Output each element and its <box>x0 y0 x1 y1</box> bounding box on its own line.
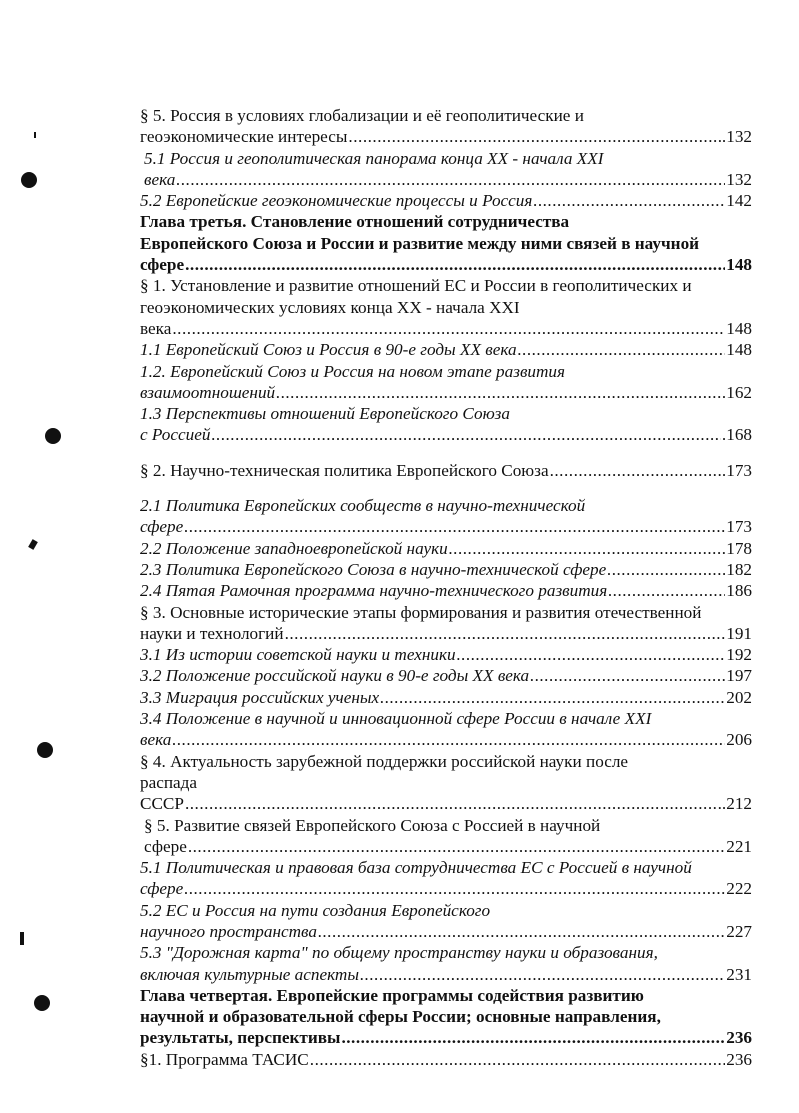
toc-entry <box>140 403 752 446</box>
toc-dot-leader <box>360 964 725 985</box>
toc-entry-line: геоэкономических условиях конца XX - начала XXI <box>140 297 520 317</box>
toc-entry-title: результаты, перспективы <box>140 1028 341 1048</box>
toc-entry-title: сфере <box>140 255 185 275</box>
binder-hole-1 <box>21 172 37 188</box>
toc-page-number: 202 <box>726 687 752 707</box>
toc-page-number: 182 <box>726 559 752 579</box>
toc-entry-title: 3.1 Из истории советской науки и техники <box>140 645 456 665</box>
toc-entry-final-line <box>140 254 752 275</box>
toc-page-number: 222 <box>726 879 752 899</box>
toc-entry-line: § 5. Россия в условиях глобализации и её геополитические и <box>140 106 584 125</box>
toc-page-number: ..212 <box>717 794 752 814</box>
toc-entry-line: 5.3 "Дорожная карта" по общему пространству науки и образования, <box>140 943 658 963</box>
toc-entry-line: 3.4 Положение в научной и инновационной сфере России в начале XXI <box>140 709 652 729</box>
toc-dot-leader <box>348 126 721 147</box>
toc-entry-final-line <box>140 580 752 601</box>
toc-entry-final-line <box>144 169 752 190</box>
toc-entry-title: § 2. Научно-техническая политика Европейского Союза <box>140 460 549 480</box>
scan-speck-3 <box>20 932 24 945</box>
toc-dot-leader <box>172 318 725 339</box>
toc-dot-leader <box>457 644 726 665</box>
toc-entry-title: сфере <box>140 879 184 899</box>
toc-dot-leader <box>185 793 717 814</box>
toc-entry <box>140 148 752 191</box>
toc-entry <box>140 211 752 275</box>
table-of-contents <box>140 105 752 1070</box>
toc-entry-line: Европейского Союза и России и развитие между ними связей в научной <box>140 233 700 253</box>
toc-entry-line: 1.3 Перспективы отношений Европейского Союза <box>140 404 510 424</box>
toc-page-number: 148 <box>726 318 752 338</box>
toc-entry <box>140 751 752 815</box>
toc-entry-title: научного пространства <box>140 921 317 941</box>
toc-dot-leader <box>608 580 725 601</box>
toc-entry-final-line <box>140 516 752 537</box>
toc-entry-line: § 1. Установление и развитие отношений ЕС и России в геополитических и <box>140 276 692 296</box>
toc-page-number: 186 <box>726 581 752 601</box>
toc-entry <box>140 559 752 580</box>
toc-dot-leader <box>184 516 725 537</box>
toc-dot-leader <box>380 687 725 708</box>
toc-page-number: 221 <box>726 836 752 856</box>
toc-entry-final-line <box>140 793 752 814</box>
toc-entry <box>140 815 752 858</box>
toc-entry-title: §1. Программа ТАСИС <box>140 1049 309 1069</box>
toc-entry-final-line <box>140 460 752 481</box>
toc-entry-title: включая культурные аспекты <box>140 964 359 984</box>
toc-page-number: 132 <box>726 169 752 189</box>
toc-page-number: 173 <box>726 517 752 537</box>
toc-entry <box>140 665 752 686</box>
toc-dot-leader <box>318 921 725 942</box>
toc-entry <box>140 538 752 559</box>
toc-entry <box>140 602 752 645</box>
toc-page-number: 206 <box>726 730 752 750</box>
toc-entry-line: Глава третья. Становление отношений сотрудничества <box>140 212 570 232</box>
toc-entry-line: 5.1 Политическая и правовая база сотрудничества ЕС с Россией в научной <box>140 858 692 878</box>
toc-entry-title: геоэкономические интересы <box>140 127 348 147</box>
binder-hole-2 <box>45 428 61 444</box>
toc-page-number: 142 <box>726 191 752 211</box>
toc-dot-leader <box>533 190 725 211</box>
toc-entry <box>140 580 752 601</box>
toc-entry-final-line <box>140 687 752 708</box>
toc-entry-line: § 4. Актуальность зарубежной поддержки российской науки после <box>140 751 629 771</box>
toc-entry <box>140 708 752 751</box>
toc-page-number: 236 <box>726 1049 752 1069</box>
toc-entry-final-line <box>140 538 752 559</box>
toc-entry <box>140 687 752 708</box>
toc-entry-title: века <box>144 169 176 189</box>
toc-entry-line: § 5. Развитие связей Европейского Союза с Россией в научной <box>144 815 601 835</box>
toc-entry-title: сфере <box>140 517 184 537</box>
toc-entry-final-line <box>140 623 752 644</box>
toc-page-number: 192 <box>726 645 752 665</box>
toc-entry-title: сфере <box>144 836 187 856</box>
toc-entry-final-line <box>140 190 752 211</box>
toc-dot-leader <box>211 424 720 445</box>
toc-entry <box>140 900 752 943</box>
toc-entry <box>140 495 752 538</box>
toc-entry-final-line <box>140 921 752 942</box>
toc-entry-final-line <box>140 424 752 445</box>
toc-entry-title: науки и технологий <box>140 623 284 643</box>
toc-entry-final-line <box>140 1027 752 1048</box>
toc-entry-final-line <box>140 382 752 403</box>
toc-entry <box>140 644 752 665</box>
binder-hole-3 <box>37 742 53 758</box>
toc-entry <box>140 460 752 481</box>
toc-entry-line: 2.1 Политика Европейских сообществ в научно-технической <box>140 496 586 516</box>
binder-hole-4 <box>34 995 50 1011</box>
toc-entry-final-line <box>140 318 752 339</box>
toc-page-number: 231 <box>726 964 752 984</box>
toc-entry-final-line <box>140 644 752 665</box>
toc-page-number: 197 <box>726 666 752 686</box>
toc-entry-line: 1.2. Европейский Союз и Россия на новом этапе развития <box>140 361 565 381</box>
toc-entry-line: научной и образовательной сферы России; основные направления, <box>140 1007 661 1027</box>
toc-entry <box>140 339 752 360</box>
toc-entry-title: века <box>140 730 172 750</box>
toc-page-number: 162 <box>726 382 752 402</box>
toc-entry-title: 1.1 Европейский Союз и Россия в 90-е годы XX века <box>140 340 517 360</box>
toc-entry <box>140 942 752 985</box>
toc-entry <box>140 105 752 148</box>
toc-dot-leader <box>550 460 721 481</box>
toc-entry-title: века <box>140 318 172 338</box>
toc-dot-leader <box>449 538 726 559</box>
toc-entry <box>140 275 752 339</box>
toc-entry-title: 5.2 Европейские геоэкономические процессы и Россия <box>140 191 533 211</box>
toc-entry-title: 3.2 Положение российской науки в 90-е годы XX века <box>140 666 530 686</box>
toc-page-number: .168 <box>721 425 752 445</box>
toc-entry-final-line <box>144 836 752 857</box>
toc-dot-leader <box>310 1049 725 1070</box>
toc-entry <box>140 857 752 900</box>
toc-entry-line: 5.1 Россия и геополитическая панорама конца XX - начала XXI <box>144 148 604 168</box>
toc-entry-line: распада <box>140 772 198 792</box>
toc-page-number: 191 <box>726 623 752 643</box>
toc-dot-leader <box>341 1027 725 1048</box>
toc-dot-leader <box>285 623 726 644</box>
toc-entry <box>140 361 752 404</box>
toc-page-number: 236 <box>726 1028 752 1048</box>
toc-page-number: .173 <box>721 460 752 480</box>
toc-entry-final-line <box>140 878 752 899</box>
toc-entry-final-line <box>140 665 752 686</box>
toc-entry-title: 3.3 Миграция российских ученых <box>140 687 380 707</box>
toc-dot-leader <box>184 878 725 899</box>
toc-entry-final-line <box>140 729 752 750</box>
toc-entry-final-line <box>140 964 752 985</box>
toc-entry-title: 2.4 Пятая Рамочная программа научно-технического развития <box>140 581 608 601</box>
toc-entry-final-line <box>140 339 752 360</box>
toc-page-number: 148 <box>726 255 752 275</box>
toc-entry-line: 5.2 ЕС и Россия на пути создания Европейского <box>140 900 491 920</box>
toc-dot-leader <box>607 559 725 580</box>
toc-entry-title: 2.3 Политика Европейского Союза в научно-технической сфере <box>140 559 607 579</box>
toc-entry-title: СССР <box>140 794 184 814</box>
toc-entry-title: 2.2 Положение западноевропейской науки <box>140 538 448 558</box>
toc-dot-leader <box>518 339 726 360</box>
toc-dot-leader <box>276 382 725 403</box>
toc-entry-line: Глава четвертая. Европейские программы содействия развитию <box>140 985 644 1005</box>
toc-page-number: 178 <box>726 538 752 558</box>
toc-dot-leader <box>188 836 725 857</box>
toc-dot-leader <box>530 665 725 686</box>
toc-dot-leader <box>185 254 725 275</box>
toc-entry-title: взаимоотношений <box>140 382 276 402</box>
toc-entry-final-line <box>140 1049 752 1070</box>
toc-entry <box>140 985 752 1049</box>
toc-entry-final-line <box>140 126 752 147</box>
toc-page-number: 227 <box>726 921 752 941</box>
toc-dot-leader <box>176 169 725 190</box>
toc-dot-leader <box>172 729 725 750</box>
toc-entry-title: с Россией <box>140 425 211 445</box>
toc-entry-line: § 3. Основные исторические этапы формирования и развития отечественной <box>140 602 702 622</box>
toc-entry-final-line <box>140 559 752 580</box>
toc-page-number: .132 <box>721 127 752 147</box>
toc-entry <box>140 190 752 211</box>
scan-speck-2 <box>28 539 38 550</box>
scan-speck-1 <box>34 132 36 138</box>
toc-entry <box>140 1049 752 1070</box>
toc-page-number: 148 <box>726 340 752 360</box>
